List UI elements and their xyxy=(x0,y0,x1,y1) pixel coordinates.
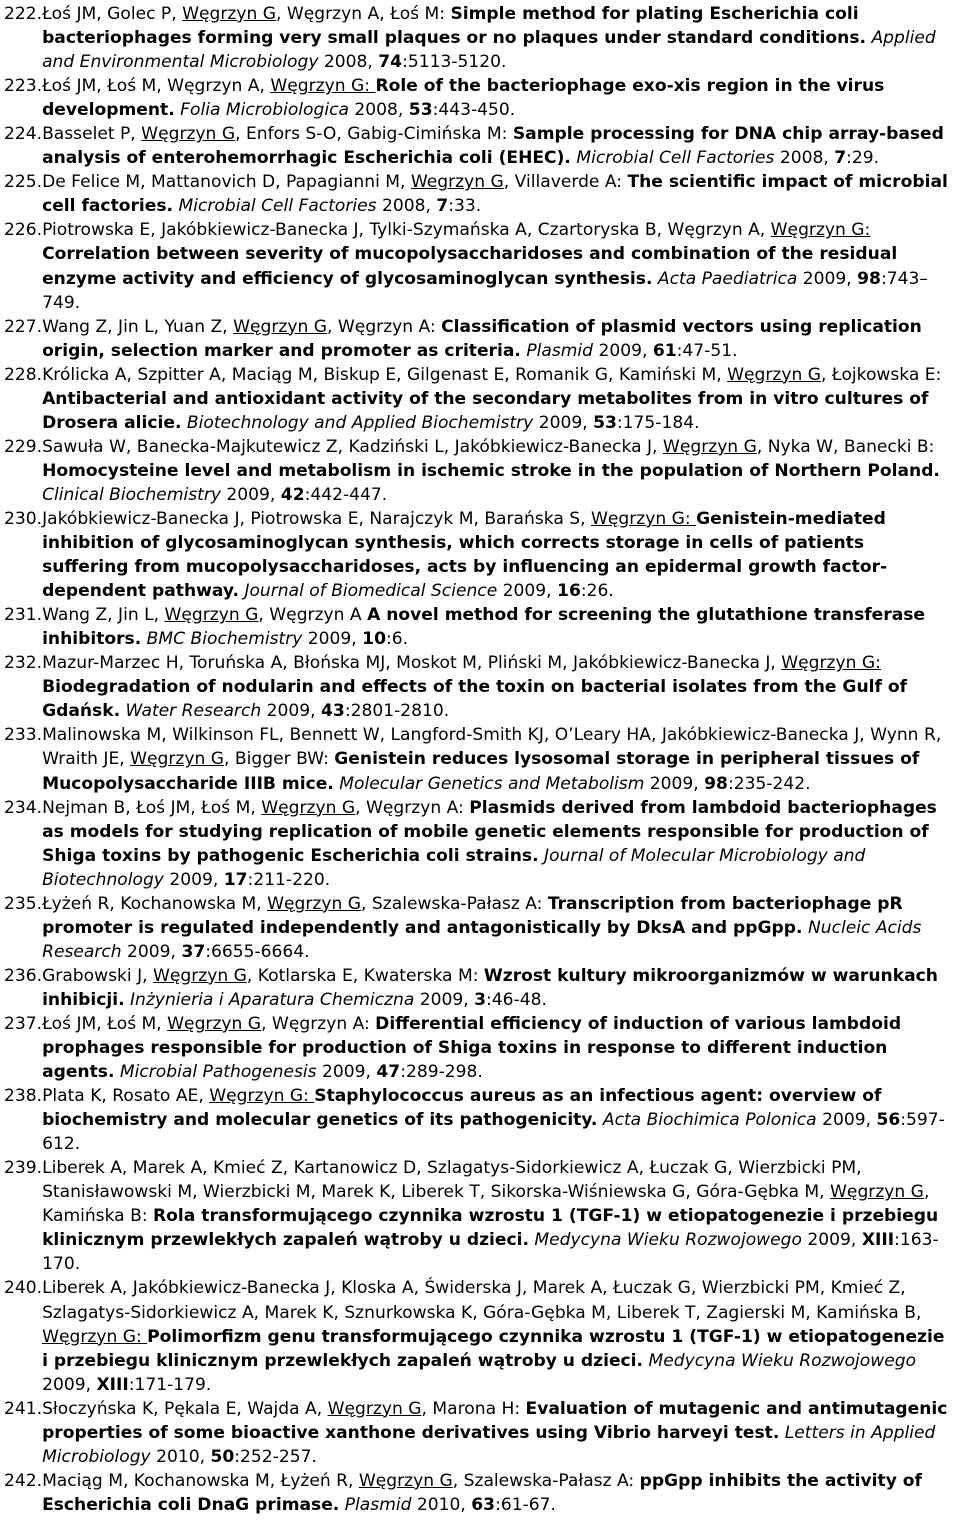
reference-segment: 2008, xyxy=(348,100,409,121)
article-title: Transcription from bacteriophage pR promoter is regulated independently and antagonistically by DksA and ppGpp. xyxy=(42,893,903,938)
article-title: Genistein reduces lysosomal storage in peripheral tissues of Mucopolysaccharide IIIB mice. xyxy=(42,749,920,794)
journal-name: Journal of Biomedical Science xyxy=(244,581,498,602)
highlighted-author: Węgrzyn G: xyxy=(781,653,881,674)
reference-segment: , Węgrzyn A: xyxy=(355,797,470,818)
reference-entry xyxy=(4,1276,950,1396)
reference-entry xyxy=(4,651,950,723)
reference-segment: Grabowski J, xyxy=(42,965,153,986)
reference-segment: :442-447. xyxy=(304,484,388,505)
reference-segment: 2008, xyxy=(318,52,379,73)
reference-text xyxy=(42,964,950,1012)
reference-segment: 2009, xyxy=(533,412,594,433)
reference-text xyxy=(42,2,950,74)
article-title: Rola transformującego czynnika wzrostu 1 (TGF-1) w etiopatogenezie i przebiegu klinicznym przewlekłych zapaleń wątroby u dzieci. xyxy=(42,1206,939,1251)
reference-entry xyxy=(4,218,950,314)
article-title: Plasmids derived from lambdoid bacteriophages as models for studying replication of mobile genetic elements responsible for production of Shiga toxins by pathogenic Escherichia coli strains. xyxy=(42,797,937,866)
reference-segment: 2008, xyxy=(774,148,835,169)
reference-number: 227. xyxy=(4,316,43,337)
article-title: 56 xyxy=(876,1110,901,1131)
reference-segment: :6655-6664. xyxy=(205,941,310,962)
article-title: 53 xyxy=(408,100,433,121)
reference-segment: 2010, xyxy=(411,1494,472,1515)
reference-segment: 2010, xyxy=(150,1446,211,1467)
reference-segment: , Szalewska-Pałasz A: xyxy=(452,1470,640,1491)
reference-number: 223. xyxy=(4,76,43,97)
reference-text xyxy=(42,507,950,603)
article-title: Antibacterial and antioxidant activity of the secondary metabolites from in vitro cultures of Drosera alicie. xyxy=(42,388,929,433)
reference-segment: Słoczyńska K, Pękala E, Wajda A, xyxy=(42,1398,328,1419)
article-title: 10 xyxy=(362,629,386,650)
reference-segment: Malinowska M, Wilkinson FL, Bennett W, Langford-Smith KJ, O’Leary HA, Jakóbkiewicz-Banecka J, Wynn R, Wraith JE, xyxy=(42,725,942,770)
reference-text xyxy=(42,1276,950,1396)
journal-name: Acta Biochimica Polonica xyxy=(602,1110,817,1131)
reference-segment: :597-612. xyxy=(42,1110,945,1155)
reference-segment: :171-179. xyxy=(128,1374,212,1395)
reference-segment: 2009, xyxy=(163,869,224,890)
reference-segment: :5113-5120. xyxy=(402,52,507,73)
reference-entry xyxy=(4,1397,950,1469)
reference-entry xyxy=(4,315,950,363)
article-title: Wzrost kultury mikroorganizmów w warunkach inhibicji. xyxy=(42,965,938,1010)
reference-segment: 2008, xyxy=(376,196,437,217)
highlighted-author: Węgrzyn G xyxy=(233,316,328,337)
reference-text xyxy=(42,315,950,363)
reference-text xyxy=(42,603,950,651)
reference-entry xyxy=(4,1469,950,1517)
reference-entry xyxy=(4,74,950,122)
article-title: 16 xyxy=(557,581,581,602)
reference-segment: , Kotlarska E, Kwaterska M: xyxy=(246,965,484,986)
article-title: 98 xyxy=(857,268,881,289)
highlighted-author: Węgrzyn G: xyxy=(209,1086,315,1107)
article-title: 98 xyxy=(704,773,728,794)
journal-name: Microbial Cell Factories xyxy=(178,196,377,217)
article-title: Role of the bacteriophage exo-xis region in the virus development. xyxy=(42,76,885,121)
journal-name: Medycyna Wieku Rozwojowego xyxy=(534,1230,802,1251)
reference-text xyxy=(42,651,950,723)
reference-text xyxy=(42,1084,950,1156)
reference-segment: , Enfors S-O, Gabig-Cimińska M: xyxy=(235,124,513,145)
highlighted-author: Węgrzyn G: xyxy=(270,76,376,97)
reference-segment: :29. xyxy=(846,148,880,169)
reference-segment: :175-184. xyxy=(616,412,700,433)
article-title: 74 xyxy=(378,52,403,73)
reference-number: 228. xyxy=(4,364,43,385)
reference-entry xyxy=(4,170,950,218)
article-title: Differential efficiency of induction of various lambdoid prophages responsible for production of Shiga toxins in response to different induction agents. xyxy=(42,1013,902,1083)
journal-name: Acta Paediatrica xyxy=(657,268,798,289)
reference-segment: 2009, xyxy=(644,773,705,794)
article-title: 63 xyxy=(471,1494,496,1515)
highlighted-author: Węgrzyn G: xyxy=(42,1326,148,1347)
reference-segment: Łoś JM, Łoś M, xyxy=(42,1013,168,1034)
reference-segment: , Kamińska B: xyxy=(42,1182,930,1227)
article-title: XIII xyxy=(96,1374,129,1395)
article-title: 47 xyxy=(376,1062,401,1083)
highlighted-author: Węgrzyn G xyxy=(327,1398,422,1419)
article-title: Correlation between severity of mucopolysaccharidoses and combination of the residual enzyme activity and efficiency of glycosaminoglycan synthesis. xyxy=(42,244,898,289)
reference-segment: :47-51. xyxy=(676,340,738,361)
journal-name: Microbial Pathogenesis xyxy=(119,1062,317,1083)
journal-name: Nucleic Acids Research xyxy=(42,917,922,962)
reference-segment: 2009, xyxy=(797,268,858,289)
highlighted-author: Węgrzyn G xyxy=(267,893,362,914)
reference-segment: Wang Z, Jin L, xyxy=(42,605,165,626)
journal-name: Clinical Biochemistry xyxy=(42,484,221,505)
reference-number: 233. xyxy=(4,725,43,746)
reference-segment: Plata K, Rosato AE, xyxy=(42,1086,210,1107)
reference-entry xyxy=(4,122,950,170)
article-title: 42 xyxy=(280,484,305,505)
reference-segment: 2009, xyxy=(121,941,182,962)
reference-entry xyxy=(4,1156,950,1276)
reference-number: 229. xyxy=(4,436,43,457)
reference-entry xyxy=(4,796,950,892)
reference-segment: :33. xyxy=(448,196,482,217)
reference-text xyxy=(42,218,950,314)
reference-segment: , Szalewska-Pałasz A: xyxy=(361,893,548,914)
highlighted-author: Węgrzyn G xyxy=(130,749,225,770)
journal-name: Biotechnology and Applied Biochemistry xyxy=(186,412,534,433)
article-title: Homocysteine level and metabolism in ischemic stroke in the population of Northern Poland. xyxy=(42,460,940,481)
article-title: A novel method for screening the glutathione transferase inhibitors. xyxy=(42,605,926,650)
reference-segment: :443-450. xyxy=(432,100,516,121)
reference-entry xyxy=(4,1012,950,1084)
journal-name: Water Research xyxy=(125,701,262,722)
reference-text xyxy=(42,74,950,122)
reference-segment: :743–749. xyxy=(42,268,928,313)
article-title: XIII xyxy=(861,1230,895,1251)
reference-segment: 2009, xyxy=(261,701,322,722)
article-title: 53 xyxy=(593,412,617,433)
reference-segment: :289-298. xyxy=(400,1062,483,1083)
reference-number: 232. xyxy=(4,653,43,674)
article-title: The scientific impact of microbial cell factories. xyxy=(42,172,948,217)
reference-segment: , Villaverde A: xyxy=(503,172,628,193)
article-title: 43 xyxy=(321,701,345,722)
journal-name: Applied and Environmental Microbiology xyxy=(42,28,936,73)
reference-segment: 2009, xyxy=(593,340,653,361)
reference-segment: Wang Z, Jin L, Yuan Z, xyxy=(42,316,234,337)
journal-name: Plasmid xyxy=(344,1494,412,1515)
reference-text xyxy=(42,892,950,964)
reference-number: 234. xyxy=(4,797,43,818)
reference-segment: , Łojkowska E: xyxy=(820,364,942,385)
reference-entry xyxy=(4,603,950,651)
reference-text xyxy=(42,170,950,218)
reference-text xyxy=(42,723,950,795)
highlighted-author: Węgrzyn G xyxy=(830,1182,924,1203)
highlighted-author: Węgrzyn G xyxy=(662,436,757,457)
article-title: ppGpp inhibits the activity of Escherichia coli DnaG primase. xyxy=(42,1470,922,1515)
article-title: Polimorfizm genu transformującego czynnika wzrostu 1 (TGF-1) w etiopatogenezie i przebiegu klinicznym przewlekłych zapaleń wątroby u dzieci. xyxy=(42,1326,945,1371)
reference-entry xyxy=(4,435,950,507)
article-title: 61 xyxy=(652,340,677,361)
reference-text xyxy=(42,122,950,170)
article-title: 7 xyxy=(834,148,847,169)
reference-entry xyxy=(4,964,950,1012)
reference-segment: 2009, xyxy=(802,1230,862,1251)
reference-segment: Maciąg M, Kochanowska M, Łyżeń R, xyxy=(42,1470,359,1491)
reference-segment: Sawuła W, Banecka-Majkutewicz Z, Kadziński L, Jakóbkiewicz-Banecka J, xyxy=(42,436,663,457)
reference-segment: :26. xyxy=(580,581,614,602)
reference-number: 224. xyxy=(4,124,43,145)
article-title: Staphylococcus aureus as an infectious agent: overview of biochemistry and molecular genetics of its pathogenicity. xyxy=(42,1086,882,1131)
highlighted-author: Węgrzyn G: xyxy=(770,220,871,241)
reference-entry xyxy=(4,1084,950,1156)
reference-segment: Królicka A, Szpitter A, Maciąg M, Biskup E, Gilgenast E, Romanik G, Kamiński M, xyxy=(42,364,728,385)
journal-name: Inżynieria i Aparatura Chemiczna xyxy=(130,989,415,1010)
reference-segment: :211-220. xyxy=(247,869,331,890)
reference-segment: 2009, xyxy=(220,484,281,505)
reference-text xyxy=(42,363,950,435)
reference-entry xyxy=(4,892,950,964)
reference-segment: Piotrowska E, Jakóbkiewicz-Banecka J, Tylki-Szymańska A, Czartoryska B, Węgrzyn A, xyxy=(42,220,771,241)
reference-number: 239. xyxy=(4,1158,43,1179)
reference-number: 225. xyxy=(4,172,43,193)
reference-segment: 2009, xyxy=(414,989,475,1010)
reference-segment: :46-48. xyxy=(486,989,547,1010)
reference-segment: Mazur-Marzec H, Toruńska A, Błońska MJ, Moskot M, Pliński M, Jakóbkiewicz-Banecka J, xyxy=(42,653,782,674)
reference-segment: Liberek A, Marek A, Kmieć Z, Kartanowicz D, Szlagatys-Sidorkiewicz A, Łuczak G, Wierzbicki PM, Stanisławowski M, Wierzbicki M, Marek K, Liberek T, Sikorska-Wiśniewska G, Góra-Gębka M, xyxy=(42,1158,862,1203)
reference-segment: :61-67. xyxy=(495,1494,556,1515)
highlighted-author: Węgrzyn G xyxy=(141,124,236,145)
reference-number: 235. xyxy=(4,893,43,914)
reference-segment: De Felice M, Mattanovich D, Papagianni M, xyxy=(42,172,411,193)
journal-name: Journal of Molecular Microbiology and Biotechnology xyxy=(42,845,866,890)
reference-text xyxy=(42,1397,950,1469)
journal-name: Molecular Genetics and Metabolism xyxy=(339,773,645,794)
article-title: Classification of plasmid vectors using replication origin, selection marker and promoter as criteria. xyxy=(42,316,922,361)
journal-name: Folia Microbiologica xyxy=(180,100,349,121)
reference-segment: :235-242. xyxy=(727,773,811,794)
reference-entry xyxy=(4,507,950,603)
reference-text xyxy=(42,1469,950,1517)
article-title: 37 xyxy=(181,941,206,962)
reference-number: 230. xyxy=(4,508,43,529)
reference-segment: 2009, xyxy=(302,629,363,650)
reference-segment: :2801-2810. xyxy=(344,701,450,722)
reference-segment: :6. xyxy=(385,629,409,650)
reference-segment: 2009, xyxy=(316,1062,377,1083)
article-title: 17 xyxy=(223,869,248,890)
reference-segment: , Nyka W, Banecki B: xyxy=(756,436,935,457)
highlighted-author: Węgrzyn G: xyxy=(591,508,697,529)
highlighted-author: Węgrzyn G xyxy=(358,1470,453,1491)
highlighted-author: Węgrzyn G xyxy=(261,797,356,818)
reference-number: 236. xyxy=(4,965,43,986)
reference-segment: Łoś JM, Łoś M, Węgrzyn A, xyxy=(42,76,271,97)
highlighted-author: Węgrzyn G xyxy=(167,1013,262,1034)
reference-number: 222. xyxy=(4,4,43,24)
article-title: Sample processing for DNA chip array-based analysis of enterohemorrhagic Escherichia coli (EHEC). xyxy=(42,124,944,169)
reference-entry xyxy=(4,723,950,795)
reference-segment: Nejman B, Łoś JM, Łoś M, xyxy=(42,797,262,818)
article-title: Biodegradation of nodularin and effects of the toxin on bacterial isolates from the Gulf of Gdańsk. xyxy=(42,677,908,722)
reference-segment: , Marona H: xyxy=(421,1398,526,1419)
journal-name: Medycyna Wieku Rozwojowego xyxy=(648,1350,917,1371)
reference-segment: Basselet P, xyxy=(42,124,142,145)
highlighted-author: Węgrzyn G xyxy=(164,605,259,626)
reference-text xyxy=(42,435,950,507)
reference-segment: , Węgrzyn A, Łoś M: xyxy=(276,4,451,24)
reference-segment: Łyżeń R, Kochanowska M, xyxy=(42,893,268,914)
article-title: Simple method for plating Escherichia coli bacteriophages forming very small plaques or no plaques under standard conditions. xyxy=(42,4,866,49)
reference-number: 241. xyxy=(4,1398,43,1419)
article-title: 3 xyxy=(474,989,487,1010)
journal-name: Plasmid xyxy=(526,340,594,361)
reference-number: 226. xyxy=(4,220,43,241)
reference-segment: 2009, xyxy=(497,581,558,602)
reference-segment: :252-257. xyxy=(234,1446,317,1467)
journal-name: Microbial Cell Factories xyxy=(576,148,775,169)
reference-text xyxy=(42,796,950,892)
reference-segment: , Bigger BW: xyxy=(224,749,335,770)
highlighted-author: Wegrzyn G xyxy=(410,172,504,193)
article-title: 7 xyxy=(436,196,449,217)
reference-number: 240. xyxy=(4,1278,43,1299)
journal-name: Letters in Applied Microbiology xyxy=(42,1422,936,1467)
reference-text xyxy=(42,1012,950,1084)
reference-segment: , Węgrzyn A: xyxy=(327,316,442,337)
journal-name: BMC Biochemistry xyxy=(146,629,303,650)
reference-segment: :163-170. xyxy=(42,1230,939,1275)
reference-number: 242. xyxy=(4,1470,43,1491)
reference-segment: , Węgrzyn A: xyxy=(261,1013,376,1034)
reference-number: 231. xyxy=(4,605,43,626)
article-title: Evaluation of mutagenic and antimutagenic properties of some bioactive xanthone derivatives using Vibrio harveyi test. xyxy=(42,1398,948,1443)
article-title: 50 xyxy=(210,1446,235,1467)
reference-segment: Łoś JM, Golec P, xyxy=(42,4,183,24)
reference-segment: 2009, xyxy=(816,1110,877,1131)
highlighted-author: Węgrzyn G xyxy=(727,364,821,385)
reference-segment: , Węgrzyn A xyxy=(258,605,368,626)
highlighted-author: Węgrzyn G xyxy=(182,4,277,24)
reference-text xyxy=(42,1156,950,1276)
reference-segment: 2009, xyxy=(42,1374,97,1395)
reference-number: 237. xyxy=(4,1013,43,1034)
reference-segment: Liberek A, Jakóbkiewicz-Banecka J, Kloska A, Świderska J, Marek A, Łuczak G, Wierzbicki PM, Kmieć Z, Szlagatys-Sidorkiewicz A, Marek K, Sznurkowska K, Góra-Gębka M, Liberek T, Zagierski M, Kamińska B, xyxy=(42,1278,922,1323)
reference-number: 238. xyxy=(4,1086,43,1107)
reference-entry xyxy=(4,363,950,435)
article-title: Genistein-mediated inhibition of glycosaminoglycan synthesis, which corrects storage in cells of patients suffering from mucopolysaccharidoses, acts by influencing an epidermal growth factor-dependent pathway. xyxy=(42,508,888,602)
reference-entry xyxy=(4,2,950,74)
highlighted-author: Węgrzyn G xyxy=(153,965,247,986)
reference-segment: Jakóbkiewicz-Banecka J, Piotrowska E, Narajczyk M, Barańska S, xyxy=(42,508,591,529)
